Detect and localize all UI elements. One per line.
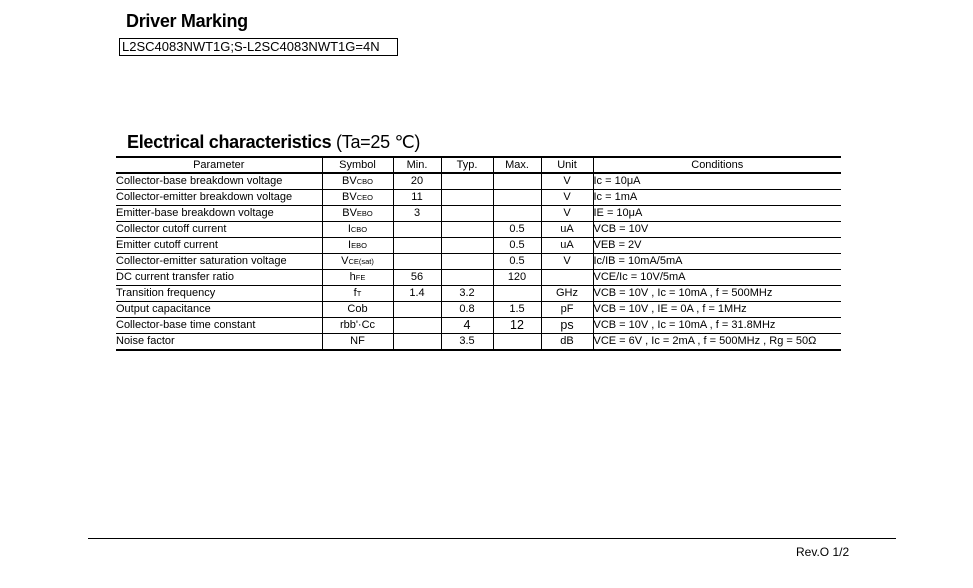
symbol-subscript: CBO xyxy=(350,225,368,234)
driver-marking-value: L2SC4083NWT1G;S-L2SC4083NWT1G=4N xyxy=(119,38,398,56)
cell-symbol xyxy=(322,318,393,334)
cell-max xyxy=(493,206,541,222)
cell-parameter: Collector cutoff current xyxy=(116,223,227,235)
table-row xyxy=(116,254,841,270)
cell-symbol xyxy=(322,222,393,238)
cell-unit: pF xyxy=(541,302,593,318)
cell-max: 0.5 xyxy=(493,238,541,254)
table-row xyxy=(116,190,841,206)
header-typ: Typ. xyxy=(441,157,493,173)
cell-typ: 0.8 xyxy=(441,302,493,318)
table-row xyxy=(116,318,841,334)
electrical-heading-condition: (Ta=25 ℃) xyxy=(331,132,421,152)
cell-min: 3 xyxy=(393,206,441,222)
footer-revision: Rev.O 1/2 xyxy=(796,545,850,559)
cell-symbol xyxy=(322,286,393,302)
symbol-subscript: FE xyxy=(355,273,366,282)
cell-symbol xyxy=(322,334,393,351)
cell-min: 11 xyxy=(393,190,441,206)
cell-typ: 3.5 xyxy=(441,334,493,351)
electrical-heading-bold: Electrical characteristics xyxy=(127,132,332,152)
cell-symbol xyxy=(322,190,393,206)
symbol-main: I xyxy=(348,239,352,251)
cell-max: 1.5 xyxy=(493,302,541,318)
header-conditions: Conditions xyxy=(593,157,841,173)
symbol-subscript: CBO xyxy=(356,177,373,186)
cell-unit: dB xyxy=(541,334,593,351)
header-parameter: Parameter xyxy=(193,159,245,171)
cell-min xyxy=(393,238,441,254)
symbol-main: V xyxy=(341,255,349,267)
cell-parameter: Emitter-base breakdown voltage xyxy=(116,207,274,219)
cell-unit: V xyxy=(541,190,593,206)
footer-rule xyxy=(88,538,896,539)
symbol-subscript: CEO xyxy=(356,193,373,202)
table-row xyxy=(116,222,841,238)
cell-unit: V xyxy=(541,254,593,270)
symbol-main: I xyxy=(347,223,351,235)
cell-parameter: Collector-emitter saturation voltage xyxy=(116,255,287,267)
cell-min xyxy=(393,254,441,270)
cell-min xyxy=(393,334,441,351)
table-row xyxy=(116,173,841,190)
cell-typ xyxy=(441,206,493,222)
header-unit: Unit xyxy=(541,157,593,173)
cell-parameter: DC current transfer ratio xyxy=(116,271,234,283)
symbol-subscript: CE(sat) xyxy=(348,257,374,266)
cell-unit: V xyxy=(541,173,593,190)
cell-symbol xyxy=(322,254,393,270)
cell-typ xyxy=(441,222,493,238)
symbol-main: BV xyxy=(342,207,357,219)
electrical-characteristics-heading xyxy=(127,132,420,153)
cell-parameter: Output capacitance xyxy=(116,303,211,315)
cell-conditions: VCE = 6V , Ic = 2mA , f = 500MHz , Rg = 50Ω xyxy=(593,334,841,351)
header-symbol: Symbol xyxy=(322,157,393,173)
cell-symbol xyxy=(322,302,393,318)
cell-conditions: VCB = 10V , Ic = 10mA , f = 500MHz xyxy=(593,286,841,302)
cell-conditions: VCE/Ic = 10V/5mA xyxy=(593,270,841,286)
cell-typ xyxy=(441,173,493,190)
cell-unit: uA xyxy=(541,222,593,238)
cell-min xyxy=(393,302,441,318)
driver-marking-heading: Driver Marking xyxy=(126,11,248,31)
cell-symbol xyxy=(322,173,393,190)
cell-unit: uA xyxy=(541,238,593,254)
cell-max: 0.5 xyxy=(493,222,541,238)
cell-unit: V xyxy=(541,206,593,222)
cell-typ: 4 xyxy=(441,318,493,334)
cell-conditions: VCB = 10V , IE = 0A , f = 1MHz xyxy=(593,302,841,318)
cell-conditions: Ic = 1mA xyxy=(593,190,841,206)
cell-conditions: VCB = 10V , Ic = 10mA , f = 31.8MHz xyxy=(593,318,841,334)
cell-parameter: Emitter cutoff current xyxy=(116,239,218,251)
cell-min: 56 xyxy=(393,270,441,286)
cell-max: 12 xyxy=(493,318,541,334)
symbol-main: rbb'·Cc xyxy=(339,319,376,331)
cell-conditions: VEB = 2V xyxy=(593,238,841,254)
cell-symbol xyxy=(322,238,393,254)
cell-min: 1.4 xyxy=(393,286,441,302)
cell-typ xyxy=(441,238,493,254)
cell-conditions: Ic/IB = 10mA/5mA xyxy=(593,254,841,270)
cell-min: 20 xyxy=(393,173,441,190)
electrical-characteristics-table xyxy=(116,156,841,351)
cell-max xyxy=(493,334,541,351)
cell-min xyxy=(393,222,441,238)
table-header-row xyxy=(116,157,841,173)
cell-max xyxy=(493,190,541,206)
table-row xyxy=(116,286,841,302)
cell-max: 0.5 xyxy=(493,254,541,270)
cell-parameter: Collector-base time constant xyxy=(116,319,256,331)
cell-parameter: Noise factor xyxy=(116,335,175,347)
symbol-subscript: EBO xyxy=(356,209,373,218)
cell-max xyxy=(493,173,541,190)
table-row xyxy=(116,238,841,254)
symbol-main: BV xyxy=(342,191,357,203)
symbol-main: BV xyxy=(342,175,357,187)
cell-max: 120 xyxy=(493,270,541,286)
header-max: Max. xyxy=(493,157,541,173)
cell-symbol xyxy=(322,206,393,222)
cell-parameter: Collector-base breakdown voltage xyxy=(116,175,283,187)
table-row xyxy=(116,206,841,222)
cell-max xyxy=(493,286,541,302)
cell-parameter: Collector-emitter breakdown voltage xyxy=(116,191,293,203)
header-min: Min. xyxy=(393,157,441,173)
cell-unit: ps xyxy=(541,318,593,334)
cell-unit: GHz xyxy=(541,286,593,302)
cell-typ xyxy=(441,190,493,206)
symbol-subscript: EBO xyxy=(351,241,367,250)
symbol-main: h xyxy=(349,271,356,283)
cell-symbol xyxy=(322,270,393,286)
table-row xyxy=(116,270,841,286)
cell-conditions: IE = 10μA xyxy=(593,206,841,222)
cell-parameter: Transition frequency xyxy=(116,287,216,299)
table-row xyxy=(116,334,841,351)
cell-conditions: VCB = 10V xyxy=(593,222,841,238)
cell-conditions: Ic = 10μA xyxy=(593,173,841,190)
symbol-subscript: T xyxy=(356,289,362,298)
cell-typ xyxy=(441,270,493,286)
symbol-main: Cob xyxy=(347,303,368,315)
table-row xyxy=(116,302,841,318)
cell-min xyxy=(393,318,441,334)
symbol-main: f xyxy=(353,287,357,299)
cell-typ: 3.2 xyxy=(441,286,493,302)
cell-typ xyxy=(441,254,493,270)
cell-unit xyxy=(541,270,593,286)
symbol-main: NF xyxy=(350,335,365,347)
